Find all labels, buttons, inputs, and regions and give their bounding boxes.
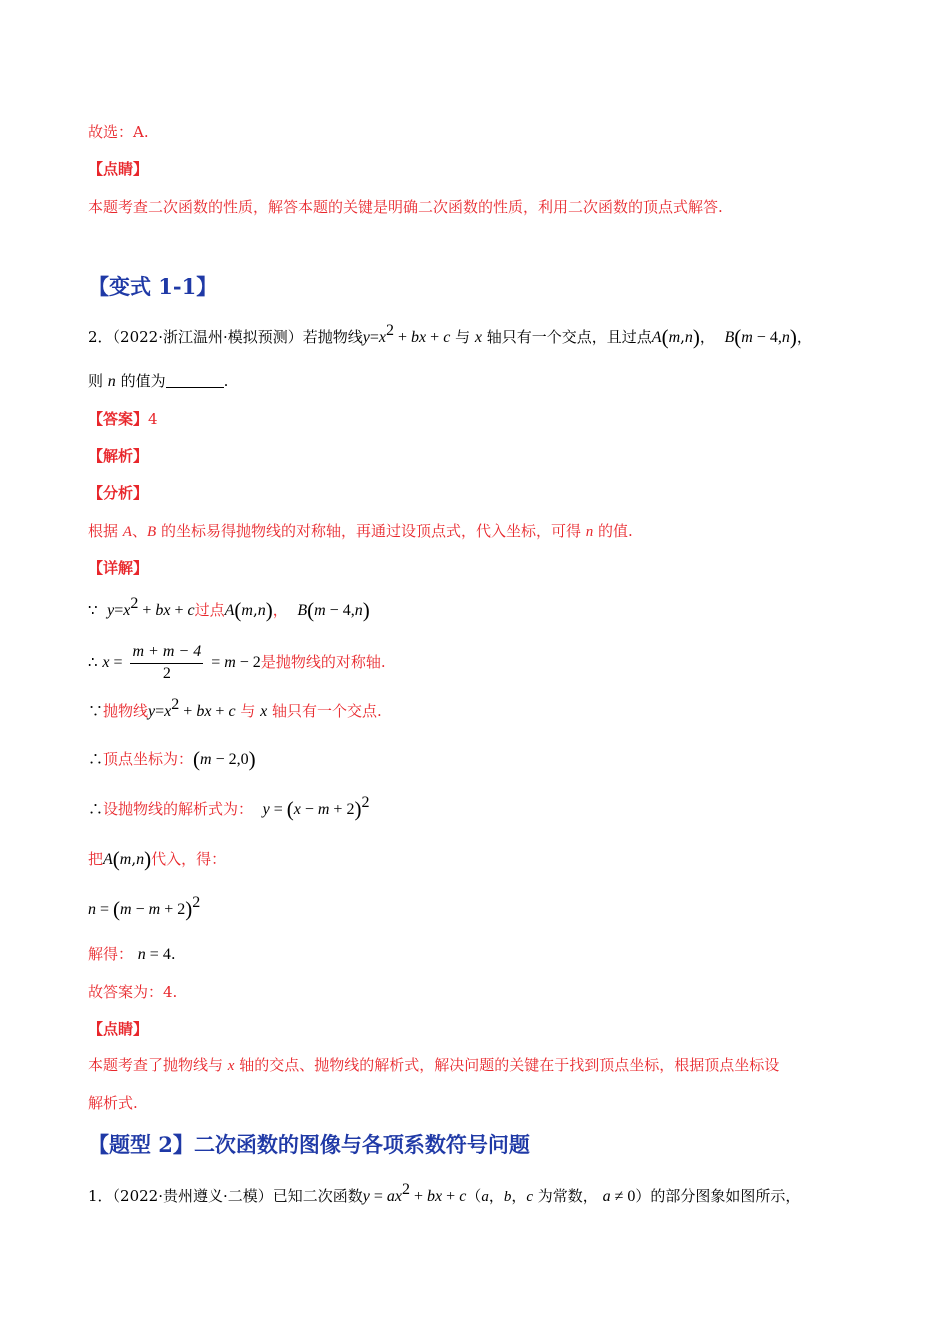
fenxi-text: 根据 A、B 的坐标易得抛物线的对称轴，再通过设顶点式，代入坐标，可得 n 的值. (88, 522, 633, 540)
detail-line-5: ∴设抛物线的解析式为： $y = (x - m + 2)^2$ (88, 794, 370, 821)
fraction: $\frac{m + m - 4}{2}$ (132, 643, 202, 682)
fenxi-label: 【分析】 (88, 484, 149, 502)
detail-line-8: 解得： n = 4. (88, 945, 176, 963)
pointer-text-2-line-2: 解析式. (88, 1094, 138, 1112)
detail-line-1: ∵ $y=x^2$ + bx + c过点A(m,n)， B(m − 4,n) (88, 595, 370, 622)
type2-heading: 【题型 2】二次函数的图像与各项系数符号问题 (88, 1132, 530, 1157)
pointer-label-2: 【点睛】 (88, 1020, 149, 1038)
detail-line-9: 故答案为：4. (88, 983, 178, 1001)
pointer-text-1: 本题考查二次函数的性质，解答本题的关键是明确二次函数的性质，利用二次函数的顶点式解答. (88, 198, 723, 216)
detail-line-7: $n = (m - m + 2)^2$ (88, 894, 201, 921)
detail-line-2: ∴ x = $\frac{m + m - 4}{2}$ = m − 2是抛物线的对称轴. (88, 643, 386, 682)
variant-heading: 【变式 1-1】 (88, 274, 218, 299)
question-2-line-2: 则 n 的值为 . (88, 372, 229, 390)
analysis-label: 【解析】 (88, 447, 149, 465)
pointer-label-1: 【点睛】 (88, 160, 149, 178)
detail-label: 【详解】 (88, 559, 149, 577)
answer-blank (166, 373, 224, 388)
answer-label: 【答案】4 (88, 410, 158, 428)
answer-choice: 故选：A. (88, 123, 149, 141)
detail-line-6: 把A(m,n)代入，得： (88, 847, 227, 871)
type2-question-1: 1．（2022·贵州遵义·二模）已知二次函数$y = ax^2$ + bx + c（a，b，c 为常数， a ≠ 0）的部分图象如图所示， (88, 1181, 801, 1205)
detail-line-3: ∵抛物线$y=x^2$ + bx + c 与 x 轴只有一个交点. (88, 696, 382, 720)
question-2-line-1: 2．（2022·浙江温州·模拟预测）若抛物线$y=x^2$ + bx + c 与 x 轴只有一个交点，且过点A(m,n)， B(m − 4,n)， (88, 322, 812, 349)
pointer-text-2-line-1: 本题考查了抛物线与 x 轴的交点、抛物线的解析式，解决问题的关键在于找到顶点坐标，根据顶点坐标设 (88, 1056, 780, 1074)
detail-line-4: ∴顶点坐标为：(m − 2,0) (88, 747, 256, 771)
